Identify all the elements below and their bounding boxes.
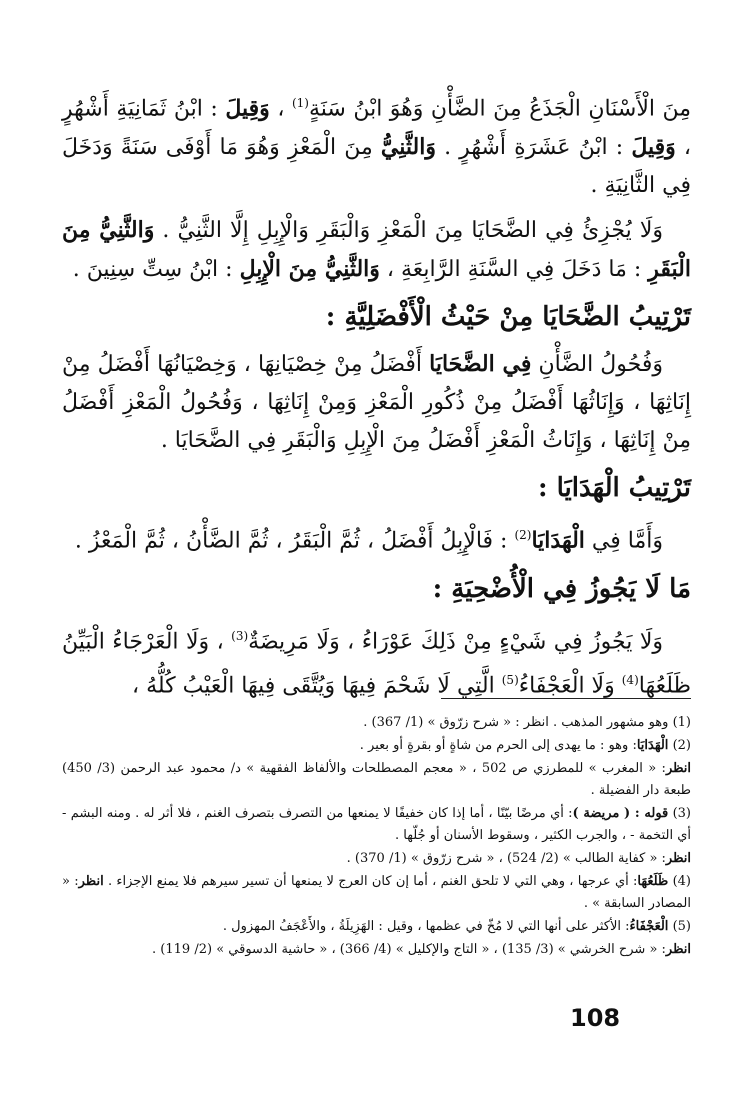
footnote-5-ref <box>62 939 691 961</box>
footnote-1: (1) وهو مشهور المذهب . انظر : « شرح زرّوق » (1/ 367) . <box>363 715 691 730</box>
footnote-ref-1: (1) <box>291 96 309 110</box>
section-heading-not-permitted: مَا لَا يَجُوزُ فِي الْأُضْحِيَةِ : <box>432 573 691 604</box>
fn4-ref-label: انظر <box>78 874 104 889</box>
p4-bold-a: الْهَدَايَا <box>531 527 585 554</box>
p1-bold-b: وَقِيلَ <box>225 95 270 122</box>
p2-bold-a: وَالثَّنِيُّ مِنَ الْبَقَرِ <box>62 217 691 283</box>
fn3-text: : أي مرضًا بيّنًا ، أما إذا كان خفيفًا لا يمنعها من التصرف بتصرف الغنم ، فلا أثر له . ومنه البشم - أي التخمة - ، والجرب الكثير ، وسقوط الأسنان أو جُلّها . <box>62 806 691 843</box>
footnote-3-ref <box>62 848 691 870</box>
fn5-number: (5) <box>672 919 691 934</box>
fn5-text: : الأكثر على أنها التي لا مُخّ في عظمها ، وقيل : الهَزِيلَةُ ، والأَعْجَفُ المهزول . <box>222 919 630 934</box>
p2-text-a: وَلَا يُجْزِئُ فِي الضَّحَايَا مِنَ الْمَعْزِ وَالْبَقَرِ وَالْإِبِلِ إِلَّا الثَّنِيُّ . <box>154 218 663 244</box>
paragraph-4 <box>62 516 691 560</box>
p1-text-b: ، <box>269 96 285 122</box>
main-text <box>62 84 691 711</box>
fn2-term: الْهَدَايَا <box>636 738 669 753</box>
section-heading-ranking-sacrifices: تَرْتِيبُ الضَّحَايَا مِنْ حَيْثُ الْأَفْضَلِيَّةِ : <box>325 302 691 333</box>
p1-bold-d: وَالثَّنِيُّ <box>380 134 436 161</box>
fn2-text: : وهو : ما يهدى إلى الحرم من شاةٍ أو بقرةٍ أو بعير . <box>359 738 637 753</box>
p1-text-a: مِنَ الْأَسْنَانِ الْجَذَعُ مِنَ الضَّأْنِ وَهُوَ ابْنُ سَنَةٍ <box>308 96 692 122</box>
paragraph-5 <box>62 617 691 706</box>
p1-bold-c: وَقِيلَ <box>631 134 676 161</box>
p3-text-b: أَفْضَلُ مِنْ خِصْيَانِهَا ، وَخِصْيَانُهَا أَفْضَلُ مِنْ إِنَاثِهَا ، وَإِنَاثُهَا أَفْضَلُ مِنْ ذُكُورِ الْمَعْزِ وَمِنْ إِنَاثِهَا ، وَفُحُولُ الْمَعْزِ أَفْضَلُ مِنْ إِنَاثِهَا ، وَإِنَاثُ الْمَعْزِ أَفْضَلُ مِنَ الْإِبِلِ وَالْبَقَرِ فِي الضَّحَايَا . <box>62 352 691 454</box>
p1-text-e: مِنَ الْمَعْزِ وَهُوَ مَا أَوْفَى سَنَةً وَدَخَلَ فِي الثَّانِيَةِ . <box>62 135 691 199</box>
fn5-ref-label: انظر <box>665 942 691 957</box>
p3-text-a: وَفُحُولُ الضَّأْنِ <box>538 352 663 378</box>
footnotes <box>62 712 691 962</box>
fn2-number: (2) <box>672 738 691 753</box>
p2-bold-b: وَالثَّنِيُّ مِنَ الْإِبِلِ <box>239 256 380 283</box>
fn4-ref: : « المصادر السابقة » . <box>62 874 691 911</box>
fn3-ref: : « كفاية الطالب » (2/ 524) ، « شرح زرّوق » (1/ 370) . <box>346 851 666 866</box>
footnote-4 <box>62 871 691 915</box>
fn2-ref: : « المغرب » للمطرزي ص 502 ، « معجم المصطلحات والألفاظ الفقهية » د/ محمود عبد الرحمن (3/ 450) طبعة دار الفضيلة . <box>62 761 691 798</box>
p2-text-b: : مَا دَخَلَ فِي السَّنَةِ الرَّابِعَةِ ، <box>379 257 642 283</box>
p4-text-b: : فَالْإِبِلُ أَفْضَلُ ، ثُمَّ الْبَقَرُ ، ثُمَّ الضَّأْنُ ، ثُمَّ الْمَعْزُ . <box>74 528 508 554</box>
fn4-term: ظَلَعُهَا <box>637 874 669 889</box>
fn4-number: (4) <box>672 874 691 889</box>
footnote-2 <box>62 735 691 757</box>
paragraph-3 <box>62 345 691 460</box>
p5-text-c: وَلَا الْعَجْفَاءُ <box>518 673 615 699</box>
footnote-ref-3: (3) <box>231 628 249 643</box>
paragraph-1 <box>62 84 691 205</box>
p5-text-b: ، وَلَا الْعَرْجَاءُ الْبَيِّنُ ظَلَعُهَا <box>62 628 691 699</box>
paragraph-2 <box>62 211 691 289</box>
footnote-3 <box>62 803 691 847</box>
footnote-2-ref <box>62 758 691 802</box>
footnote-separator <box>441 698 691 699</box>
footnote-5 <box>62 916 691 938</box>
p1-text-d: : ابْنُ عَشَرَةِ أَشْهُرٍ . <box>435 135 624 161</box>
fn3-term: قوله : ( مريضة ) <box>572 806 669 821</box>
p4-text-a: وَأَمَّا فِي <box>591 528 663 554</box>
section-heading-ranking-offerings: تَرْتِيبُ الْهَدَايَا : <box>537 473 691 504</box>
fn5-ref: : « شرح الخرشي » (3/ 135) ، « التاج والإكليل » (4/ 366) ، « حاشية الدسوقي » (2/ 119) . <box>152 942 666 957</box>
footnote-ref-5: (5) <box>501 672 519 687</box>
p1-text-c: : ابْنُ ثَمَانِيَةِ أَشْهُرٍ ، <box>62 96 691 161</box>
p5-text-a: وَلَا يَجُوزُ فِي شَيْءٍ مِنْ ذَلِكَ عَوْرَاءُ ، وَلَا مَرِيضَةٌ <box>248 628 663 654</box>
fn2-ref-label: انظر <box>665 761 692 776</box>
fn5-term: الْعَجْفَاءُ <box>629 919 669 934</box>
p2-text-c: : ابْنُ سِتِّ سِنِينَ . <box>72 257 233 283</box>
fn3-number: (3) <box>672 806 691 821</box>
page-number: 108 <box>570 1004 621 1032</box>
fn3-ref-label: انظر <box>665 851 691 866</box>
footnote-ref-2: (2) <box>514 528 532 543</box>
p5-text-d: الَّتِي لَا شَحْمَ فِيهَا وَيُتَّقَى فِيهَا الْعَيْبُ كُلُّهُ ، <box>132 673 495 699</box>
footnote-ref-4: (4) <box>621 672 639 687</box>
p3-bold-a: فِي الضَّحَايَا <box>429 351 532 378</box>
fn4-text: : أي عرجها ، وهي التي لا تلحق الغنم ، أما إن كان العرج لا يمنعها أن تسير سيرهم فلا يمنع الإجزاء . <box>107 874 638 889</box>
